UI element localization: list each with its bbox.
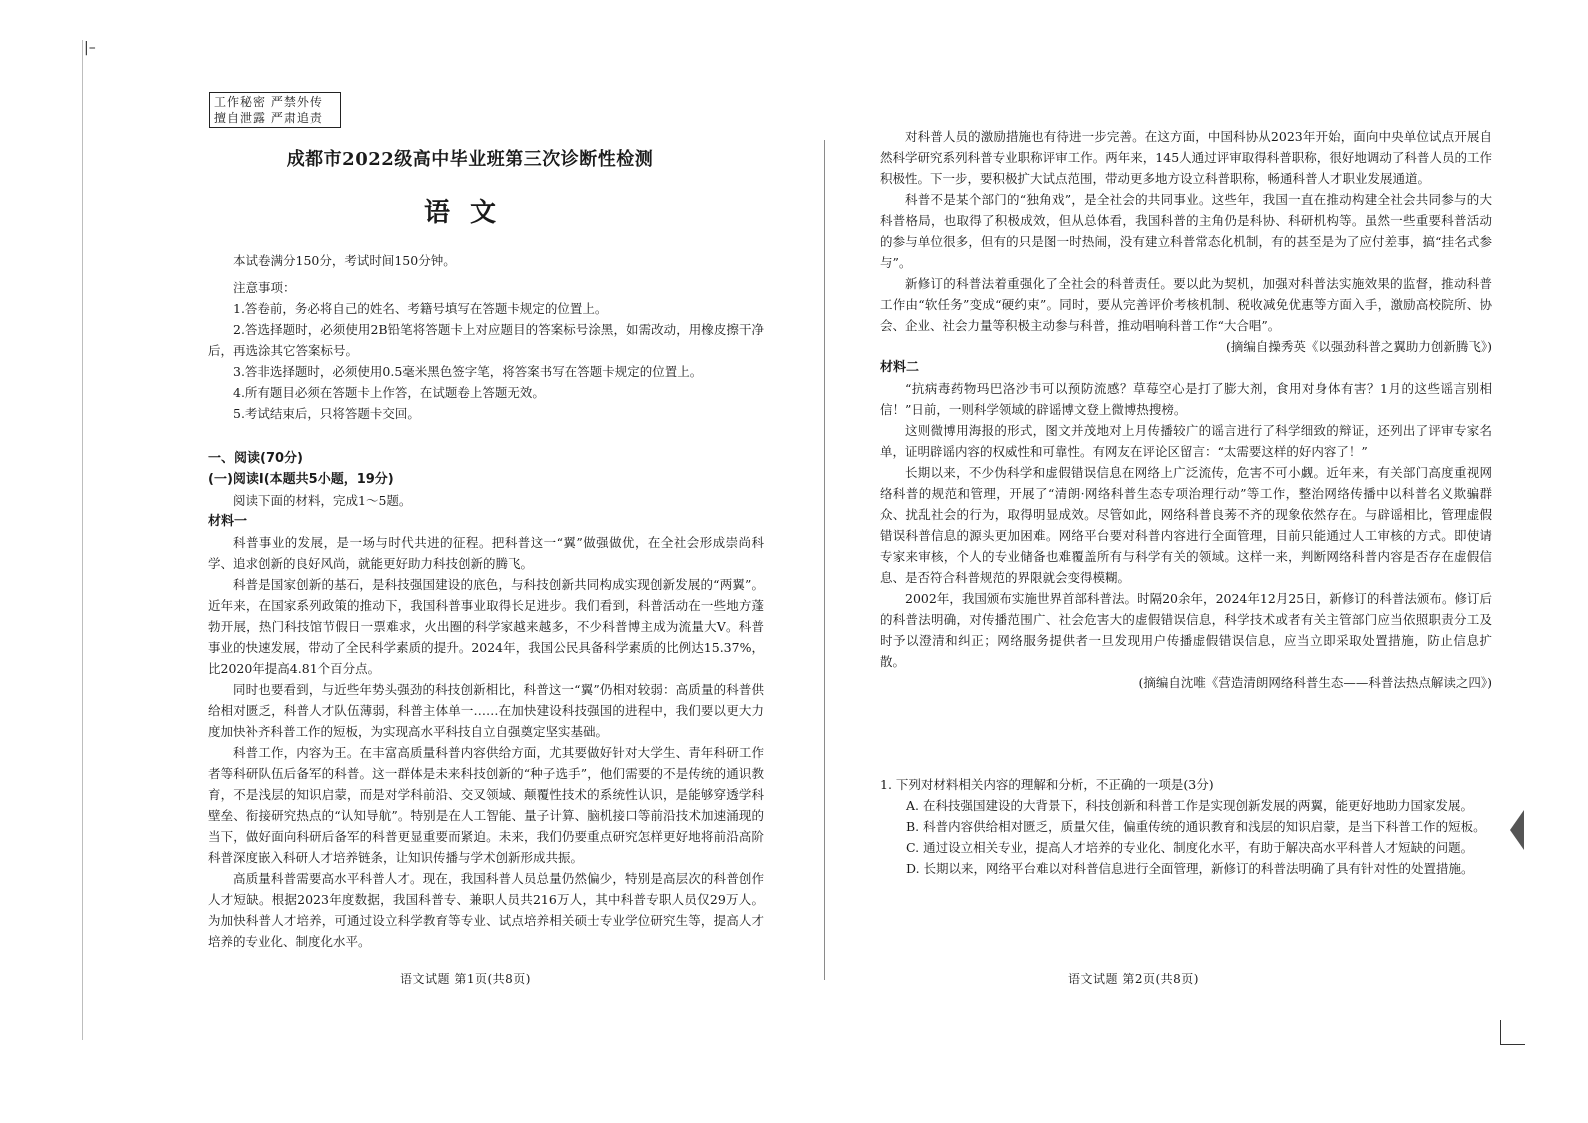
stamp-line-2: 擅自泄露 严肃追责 [214,111,323,125]
material-paragraph: 科普工作，内容为王。在丰富高质量科普内容供给方面，尤其要做好针对大学生、青年科研工作者等科研队伍后备军的科普。这一群体是未来科技创新的“种子选手”，他们需要的不是传统的通识教育，不是浅层的知识启蒙，而是对学科前沿、交叉领域、颠覆性技术的系统性认识，是能够穿透学科壁垒、衔接研究热点的“认知导航”。特别是在人工智能、量子计算、脑机接口等前沿技术加速涌现的当下，做好面向科研后备军的科普更显重要而紧迫。未来，我们仍要重点研究怎样更好地将前沿高阶科普深度嵌入科研人才培养链条，让知识传播与学术创新形成共振。 [208,745,764,865]
page-footer-left: 语文试题 第1页(共8页) [400,972,531,986]
question-option-a: A. 在科技强国建设的大背景下，科技创新和科普工作是实现创新发展的两翼，能更好地助力国家发展。 [906,798,1473,813]
crop-mark [1500,1020,1525,1045]
part-title: (一)阅读Ⅰ(本题共5小题，19分) [208,472,394,487]
question-1 [880,774,1492,879]
stamp-line-1: 工作秘密 严禁外传 [214,95,323,109]
material-paragraph: 科普不是某个部门的“独角戏”，是全社会的共同事业。这些年，我国一直在推动构建全社会共同参与的大科普格局，也取得了积极成效，但从总体看，我国科普的主角仍是科协、科研机构等。虽然一些重要科普活动的参与单位很多，但有的只是图一时热闹，没有建立科普常态化机制，有的甚至是为了应付差事，搞“挂名式参与”。 [880,192,1492,270]
material-paragraph: 同时也要看到，与近些年势头强劲的科技创新相比，科普这一“翼”仍相对较弱：高质量的科普供给相对匮乏，科普人才队伍薄弱，科普主体单一……在加快建设科技强国的进程中，我们要以更大力度加快补齐科普工作的短板，为实现高水平科技自立自强奠定坚实基础。 [208,682,764,739]
page-2 [820,0,1588,1123]
material-1-continued [880,126,1492,693]
subject-title: 语文 [423,198,516,228]
material-paragraph: 新修订的科普法着重强化了全社会的科普责任。要以此为契机，加强对科普法实施效果的监督，推动科普工作由“软任务”变成“硬约束”。同时，要从完善评价考核机制、税收减免优惠等方面入手，激励高校院所、协会、企业、社会力量等积极主动参与科普，推动唱响科普工作“大合唱”。 [880,276,1492,333]
question-option-d: D. 长期以来，网络平台难以对科普信息进行全面管理，新修订的科普法明确了具有针对性的处置措施。 [906,861,1474,876]
exam-instructions [208,250,764,424]
question-option-c: C. 通过设立相关专业，提高人才培养的专业化、制度化水平，有助于解决高水平科普人才短缺的问题。 [906,840,1474,855]
material-paragraph: 高质量科普需要高水平科普人才。现在，我国科普人员总量仍然偏少，特别是高层次的科普创作人才短缺。根据2023年度数据，我国科普专、兼职人员共216万人，其中科普专职人员仅29万人。为加快科普人才培养，可通过设立科学教育等专业、试点培养相关硕士专业学位研究生等，提高人才培养的专业化、制度化水平。 [208,871,764,949]
material-paragraph: 2002年，我国颁布实施世界首部科普法。时隔20余年，2024年12月25日，新修订的科普法颁布。修订后的科普法明确，对传播范围广、社会危害大的虚假错误信息，科学技术或者有关主管部门应当依照职责分工及时予以澄清和纠正；网络服务提供者一旦发现用户传播虚假错误信息，应当立即采取处置措施，防止信息扩散。 [880,591,1492,669]
material-1-label: 材料一 [208,514,248,529]
material-1-source: (摘编自操秀英《以强劲科普之翼助力创新腾飞》) [1225,339,1492,354]
material-paragraph: 对科普人员的激励措施也有待进一步完善。在这方面，中国科协从2023年开始，面向中央单位试点开展自然科学研究系列科普专业职称评审工作。两年来，145人通过评审取得科普职称，很好地调动了科普人员的工作积极性。下一步，要积极扩大试点范围，带动更多地方设立科普职称，畅通科普人才职业发展通道。 [880,129,1492,186]
material-2-label: 材料二 [880,360,920,375]
material-paragraph: 科普是国家创新的基石，是科技强国建设的底色，与科技创新共同构成实现创新发展的“两翼”。近年来，在国家系列政策的推动下，我国科普事业取得长足进步。我们看到，科普活动在一些地方蓬勃开展，热门科技馆节假日一票难求，火出圈的科学家越来越多，不少科普博主成为流量大V。科普事业的快速发展，带动了全民科学素质的提升。2024年，我国公民具备科学素质的比例达15.37%，比2020年提高4.81个百分点。 [208,577,764,676]
reading-instruction: 阅读下面的材料，完成1～5题。 [233,493,412,508]
page-footer-right: 语文试题 第2页(共8页) [1068,972,1199,986]
question-stem: 1. 下列对材料相关内容的理解和分析，不正确的一项是(3分) [880,777,1214,792]
material-2-source: (摘编自沈唯《营造清朗网络科普生态——科普法热点解读之四》) [1138,675,1492,690]
confidential-stamp [209,92,341,128]
section-title: 一、阅读(70分) [208,451,303,466]
material-paragraph: 科普事业的发展，是一场与时代共进的征程。把科普这一“翼”做强做优，在全社会形成崇尚科学、追求创新的良好风尚，就能更好助力科技创新的腾飞。 [208,535,764,571]
binding-line [82,40,83,1040]
exam-title: 成都市2022级高中毕业班第三次诊断性检测 [286,149,654,170]
note-item: 3.答非选择题时，必须使用0.5毫米黑色签字笔，将答案书写在答题卡规定的位置上。 [233,364,703,379]
material-paragraph: “抗病毒药物玛巴洛沙韦可以预防流感？草莓空心是打了膨大剂，食用对身体有害？1月的这些谣言别相信！”日前，一则科学领域的辟谣博文登上微博热搜榜。 [880,381,1492,417]
note-item: 1.答卷前，务必将自己的姓名、考籍号填写在答题卡规定的位置上。 [233,301,608,316]
note-item: 5.考试结束后，只将答题卡交回。 [233,406,420,421]
question-option-b: B. 科普内容供给相对匮乏，质量欠佳，偏重传统的通识教育和浅层的知识启蒙，是当下科普工作的短板。 [906,819,1486,834]
notes-heading: 注意事项： [233,280,296,295]
crop-mark: |– [84,40,96,56]
intro-text: 本试卷满分150分，考试时间150分钟。 [233,253,456,268]
material-paragraph: 这则微博用海报的形式，图文并茂地对上月传播较广的谣言进行了科学细致的辩证，还列出了评审专家名单，证明辟谣内容的权威性和可靠性。有网友在评论区留言：“太需要这样的好内容了！” [880,423,1492,459]
reading-section [208,448,764,952]
note-item: 4.所有题目必须在答题卡上作答，在试题卷上答题无效。 [233,385,545,400]
material-paragraph: 长期以来，不少伪科学和虚假错误信息在网络上广泛流传，危害不可小觑。近年来，有关部门高度重视网络科普的规范和管理，开展了“清朗·网络科普生态专项治理行动”等工作，整治网络传播中以科普名义欺骗群众、扰乱社会的行为，取得明显成效。尽管如此，网络科普良莠不齐的现象依然存在。与辟谣相比，管理虚假错误科普信息的源头更加困难。网络平台要对科普内容进行全面管理，目前只能通过人工审核的方式。即使请专家来审核，个人的专业储备也难覆盖所有与科学有关的领域。这样一来，判断网络科普内容是否存在虚假信息、是否符合科普规范的界限就会变得模糊。 [880,465,1492,585]
page-tab-marker [1510,810,1524,850]
note-item: 2.答选择题时，必须使用2B铅笔将答题卡上对应题目的答案标号涂黑，如需改动，用橡皮擦干净后，再选涂其它答案标号。 [208,322,764,358]
